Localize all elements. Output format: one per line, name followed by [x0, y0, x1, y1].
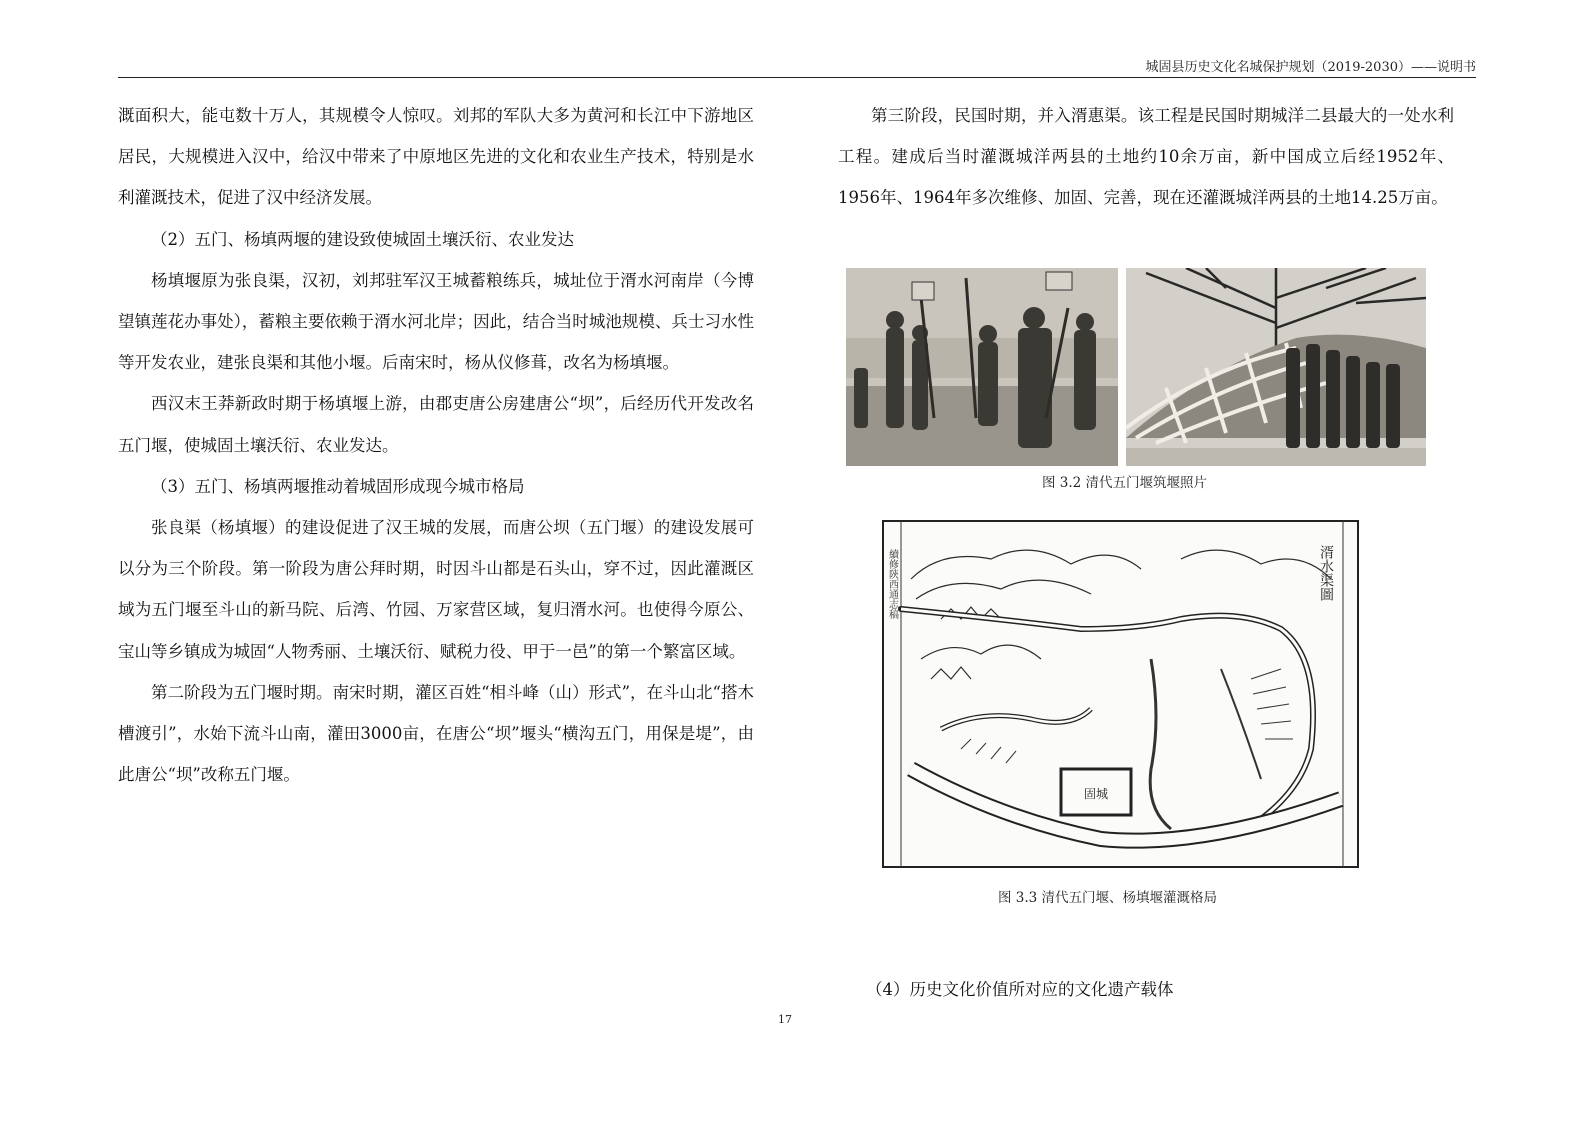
right-text-column [838, 95, 1454, 219]
paragraph-three-stages: 张良渠（杨填堰）的建设促进了汉王城的发展，而唐公坝（五门堰）的建设发展可以分为三个阶段。第一阶段为唐公拜时期，时因斗山都是石头山，穿不过，因此灌溉区域为五门堰至斗山的新马院、后湾、竹园、万家营区域，复归湑水河。也使得今原公、宝山等乡镇成为城固“人物秀丽、土壤沃衍、赋税力役、甲于一邑”的第一个繁富区域。 [118, 518, 754, 661]
map-title: 湑水渠圖 [1318, 545, 1334, 601]
heading-section-4: （4）历史文化价值所对应的文化遗产载体 [866, 980, 1174, 999]
paragraph-stage-three: 第三阶段，民国时期，并入湑惠渠。该工程是民国时期城洋二县最大的一处水利工程。建成后当时灌溉城洋两县的土地约10余万亩，新中国成立后经1952年、1956年、1964年多次维修、加固、完善，现在还灌溉城洋两县的土地14.25万亩。 [838, 106, 1454, 208]
historical-irrigation-map [881, 519, 1360, 869]
paragraph-yangtian-weir: 杨填堰原为张良渠，汉初，刘邦驻军汉王城蓄粮练兵，城址位于湑水河南岸（今博望镇莲花办事处），蓄粮主要依赖于湑水河北岸；因此，结合当时城池规模、兵士习水性等开发农业，建张良渠和其他小堰。后南宋时，杨从仪修葺，改名为杨填堰。 [118, 270, 754, 373]
left-text-column [118, 95, 754, 795]
heading-section-3: （3）五门、杨填两堰推动着城固形成现今城市格局 [151, 476, 525, 496]
map-city-label: 固城 [1083, 787, 1109, 801]
page-number: 17 [778, 1013, 792, 1026]
weir-cage-photo-right [1126, 268, 1426, 466]
heading-section-2: （2）五门、杨填两堰的建设致使城固土壤沃衍、农业发达 [151, 229, 574, 249]
paragraph-irrigation-intro: 溉面积大，能屯数十万人，其规模令人惊叹。刘邦的军队大多为黄河和长江中下游地区居民，大规模进入汉中，给汉中带来了中原地区先进的文化和农业生产技术，特别是水利灌溉技术，促进了汉中经济发展。 [118, 106, 754, 208]
document-header: 城固县历史文化名城保护规划（2019-2030）——说明书 [1145, 60, 1476, 75]
paragraph-wumen-weir: 西汉末王莽新政时期于杨填堰上游，由郡吏唐公房建唐公“坝”，后经历代开发改名五门堰，使城固土壤沃衍、农业发达。 [118, 394, 754, 455]
paragraph-stage-two: 第二阶段为五门堰时期。南宋时期，灌区百姓“相斗峰（山）形式”，在斗山北“搭木槽渡引”，水始下流斗山南，灌田3000亩，在唐公“坝”堰头“横沟五门，用保是堤”，由此唐公“坝”改称五门堰。 [118, 682, 754, 785]
map-side-text: 續修陝西通志稿 [886, 549, 898, 619]
header-divider [118, 77, 1476, 78]
weir-construction-photo-left [846, 268, 1118, 466]
figure-caption-map: 图 3.3 清代五门堰、杨填堰灌溉格局 [998, 890, 1218, 906]
figure-caption-photos: 图 3.2 清代五门堰筑堰照片 [1042, 475, 1208, 491]
